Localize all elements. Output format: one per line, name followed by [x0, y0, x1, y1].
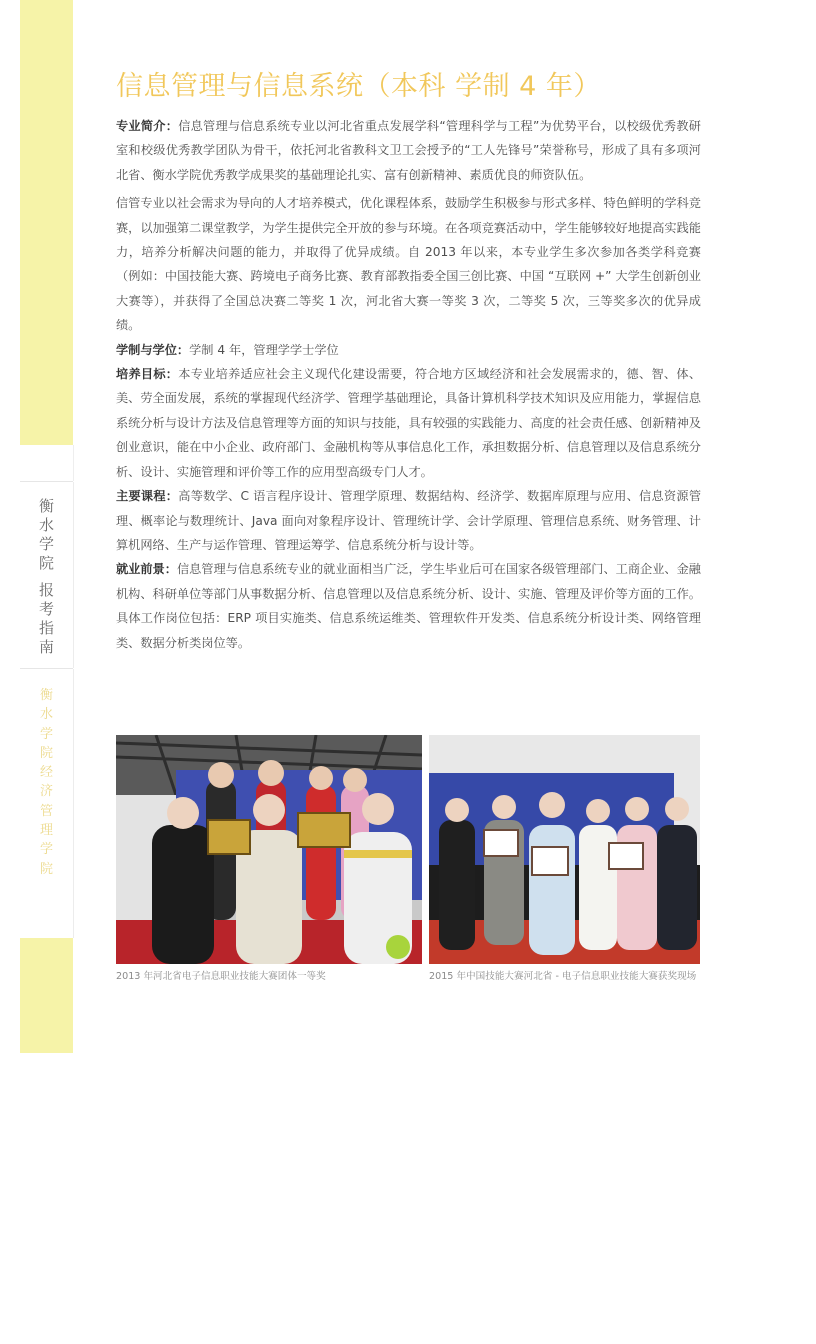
vertical-char: 院 [39, 745, 53, 761]
section-text: 信息管理与信息系统专业以河北省重点发展学科“管理科学与工程”为优势平台，以校级优秀教研室和校级优秀教学团队为骨干，依托河北省教科文卫工会授予的“工人先锋号”荣誉称号，形成了具有多项河北省、衡水学院优秀教学成果奖的基础理论扎实、富有创新精神、素质优良的师资队伍。 [116, 119, 701, 182]
vertical-char: 学 [39, 842, 53, 858]
vertical-char: 水 [39, 707, 53, 723]
sidebar-yellow-band-bottom [20, 938, 73, 1053]
vertical-char: 院 [39, 861, 53, 877]
award-photo-2013 [116, 735, 422, 964]
vertical-char: 南 [38, 638, 54, 656]
page-title: 信息管理与信息系统（本科 学制 4 年） [116, 71, 601, 102]
section-courses [116, 484, 701, 557]
section-career [116, 557, 701, 655]
vertical-char: 水 [38, 516, 54, 534]
vertical-char: 理 [39, 823, 53, 839]
program-description [116, 114, 701, 655]
vertical-char: 报 [38, 581, 54, 599]
vertical-char: 经 [39, 765, 53, 781]
photo-caption: 2015 年中国技能大赛河北省 - 电子信息职业技能大赛获奖现场 [429, 971, 697, 982]
section-text: 信管专业以社会需求为导向的人才培养模式，优化课程体系，鼓励学生积极参与形式多样、特色鲜明的学科竞赛，以加强第二课堂教学，为学生提供完全开放的参与环境。在各项竞赛活动中，学生能够较好地提高实践能力，培养分析解决问题的能力，并取得了优异成绩。自 2013 年以来，本专业学生多次参加各类学科竞赛（例如：中国技能大赛、跨境电子商务比赛、教育部教指委全国三创比赛、中国 “互联网 +” 大学生创新创业大赛等），并获得了全国总决赛二等奖 1 次，河北省大赛一等奖 3 次，二等奖 5 次，三等奖多次的优异成绩。 [116, 196, 701, 333]
section-degree [116, 338, 701, 362]
decorative-sidebar [20, 0, 73, 1053]
vertical-char: 院 [38, 554, 54, 572]
photo-caption: 2013 年河北省电子信息职业技能大赛团体一等奖 [116, 971, 326, 982]
section-label: 就业前景： [116, 562, 177, 577]
section-label: 专业简介： [116, 119, 179, 133]
vertical-char: 指 [38, 619, 54, 637]
vertical-char: 考 [38, 600, 54, 618]
group-photo-illustration [429, 735, 700, 964]
group-photo-illustration [116, 735, 422, 964]
section-objectives [116, 362, 701, 484]
sidebar-vertical-title-school [20, 686, 73, 879]
award-photo-2015 [429, 735, 700, 964]
section-intro [116, 114, 701, 187]
sidebar-vertical-title-guide [20, 497, 73, 657]
section-label: 学制与学位： [116, 342, 190, 357]
section-label: 主要课程： [116, 489, 179, 504]
vertical-char: 管 [39, 803, 53, 819]
vertical-char: 学 [38, 535, 54, 553]
vertical-char: 衡 [38, 497, 54, 515]
section-label: 培养目标： [116, 367, 179, 382]
section-text: 本专业培养适应社会主义现代化建设需要，符合地方区域经济和社会发展需求的，德、智、体、美、劳全面发展，系统的掌握现代经济学、管理学基础理论，具备计算机科学技术知识及应用能力，掌握信息系统分析与设计方法及信息管理等方面的知识与技能，具有较强的实践能力、高度的社会责任感、创新精神及创业意识，能在中小企业、政府部门、金融机构等从事信息化工作，承担数据分析、信息管理以及信息系统分析、设计、实施管理和评价等工作的应用型高级专门人才。 [116, 367, 702, 479]
section-text: 学制 4 年，管理学学士学位 [189, 342, 339, 357]
sidebar-gap [20, 445, 74, 481]
vertical-gap [20, 573, 73, 581]
section-text: 信息管理与信息系统专业的就业面相当广泛，学生毕业后可在国家各级管理部门、工商企业、金融机构、科研单位等部门从事数据分析、信息管理以及信息系统分析、设计、实施、管理及评价等方面的工作。具体工作岗位包括：ERP 项目实施类、信息系统运维类、管理软件开发类、信息系统分析设计类、网络管理类、数据分析类岗位等。 [116, 562, 701, 650]
section-competitions [116, 191, 701, 337]
section-text: 高等数学、C 语言程序设计、管理学原理、数据结构、经济学、数据库原理与应用、信息资源管理、概率论与数理统计、Java 面向对象程序设计、管理统计学、会计学原理、管理信息系统、财务管理、计算机网络、生产与运作管理、管理运筹学、信息系统分析与设计等。 [116, 489, 702, 552]
vertical-char: 学 [39, 726, 53, 742]
vertical-char: 济 [39, 784, 53, 800]
vertical-char: 衡 [39, 688, 53, 703]
sidebar-yellow-band-top [20, 0, 73, 445]
